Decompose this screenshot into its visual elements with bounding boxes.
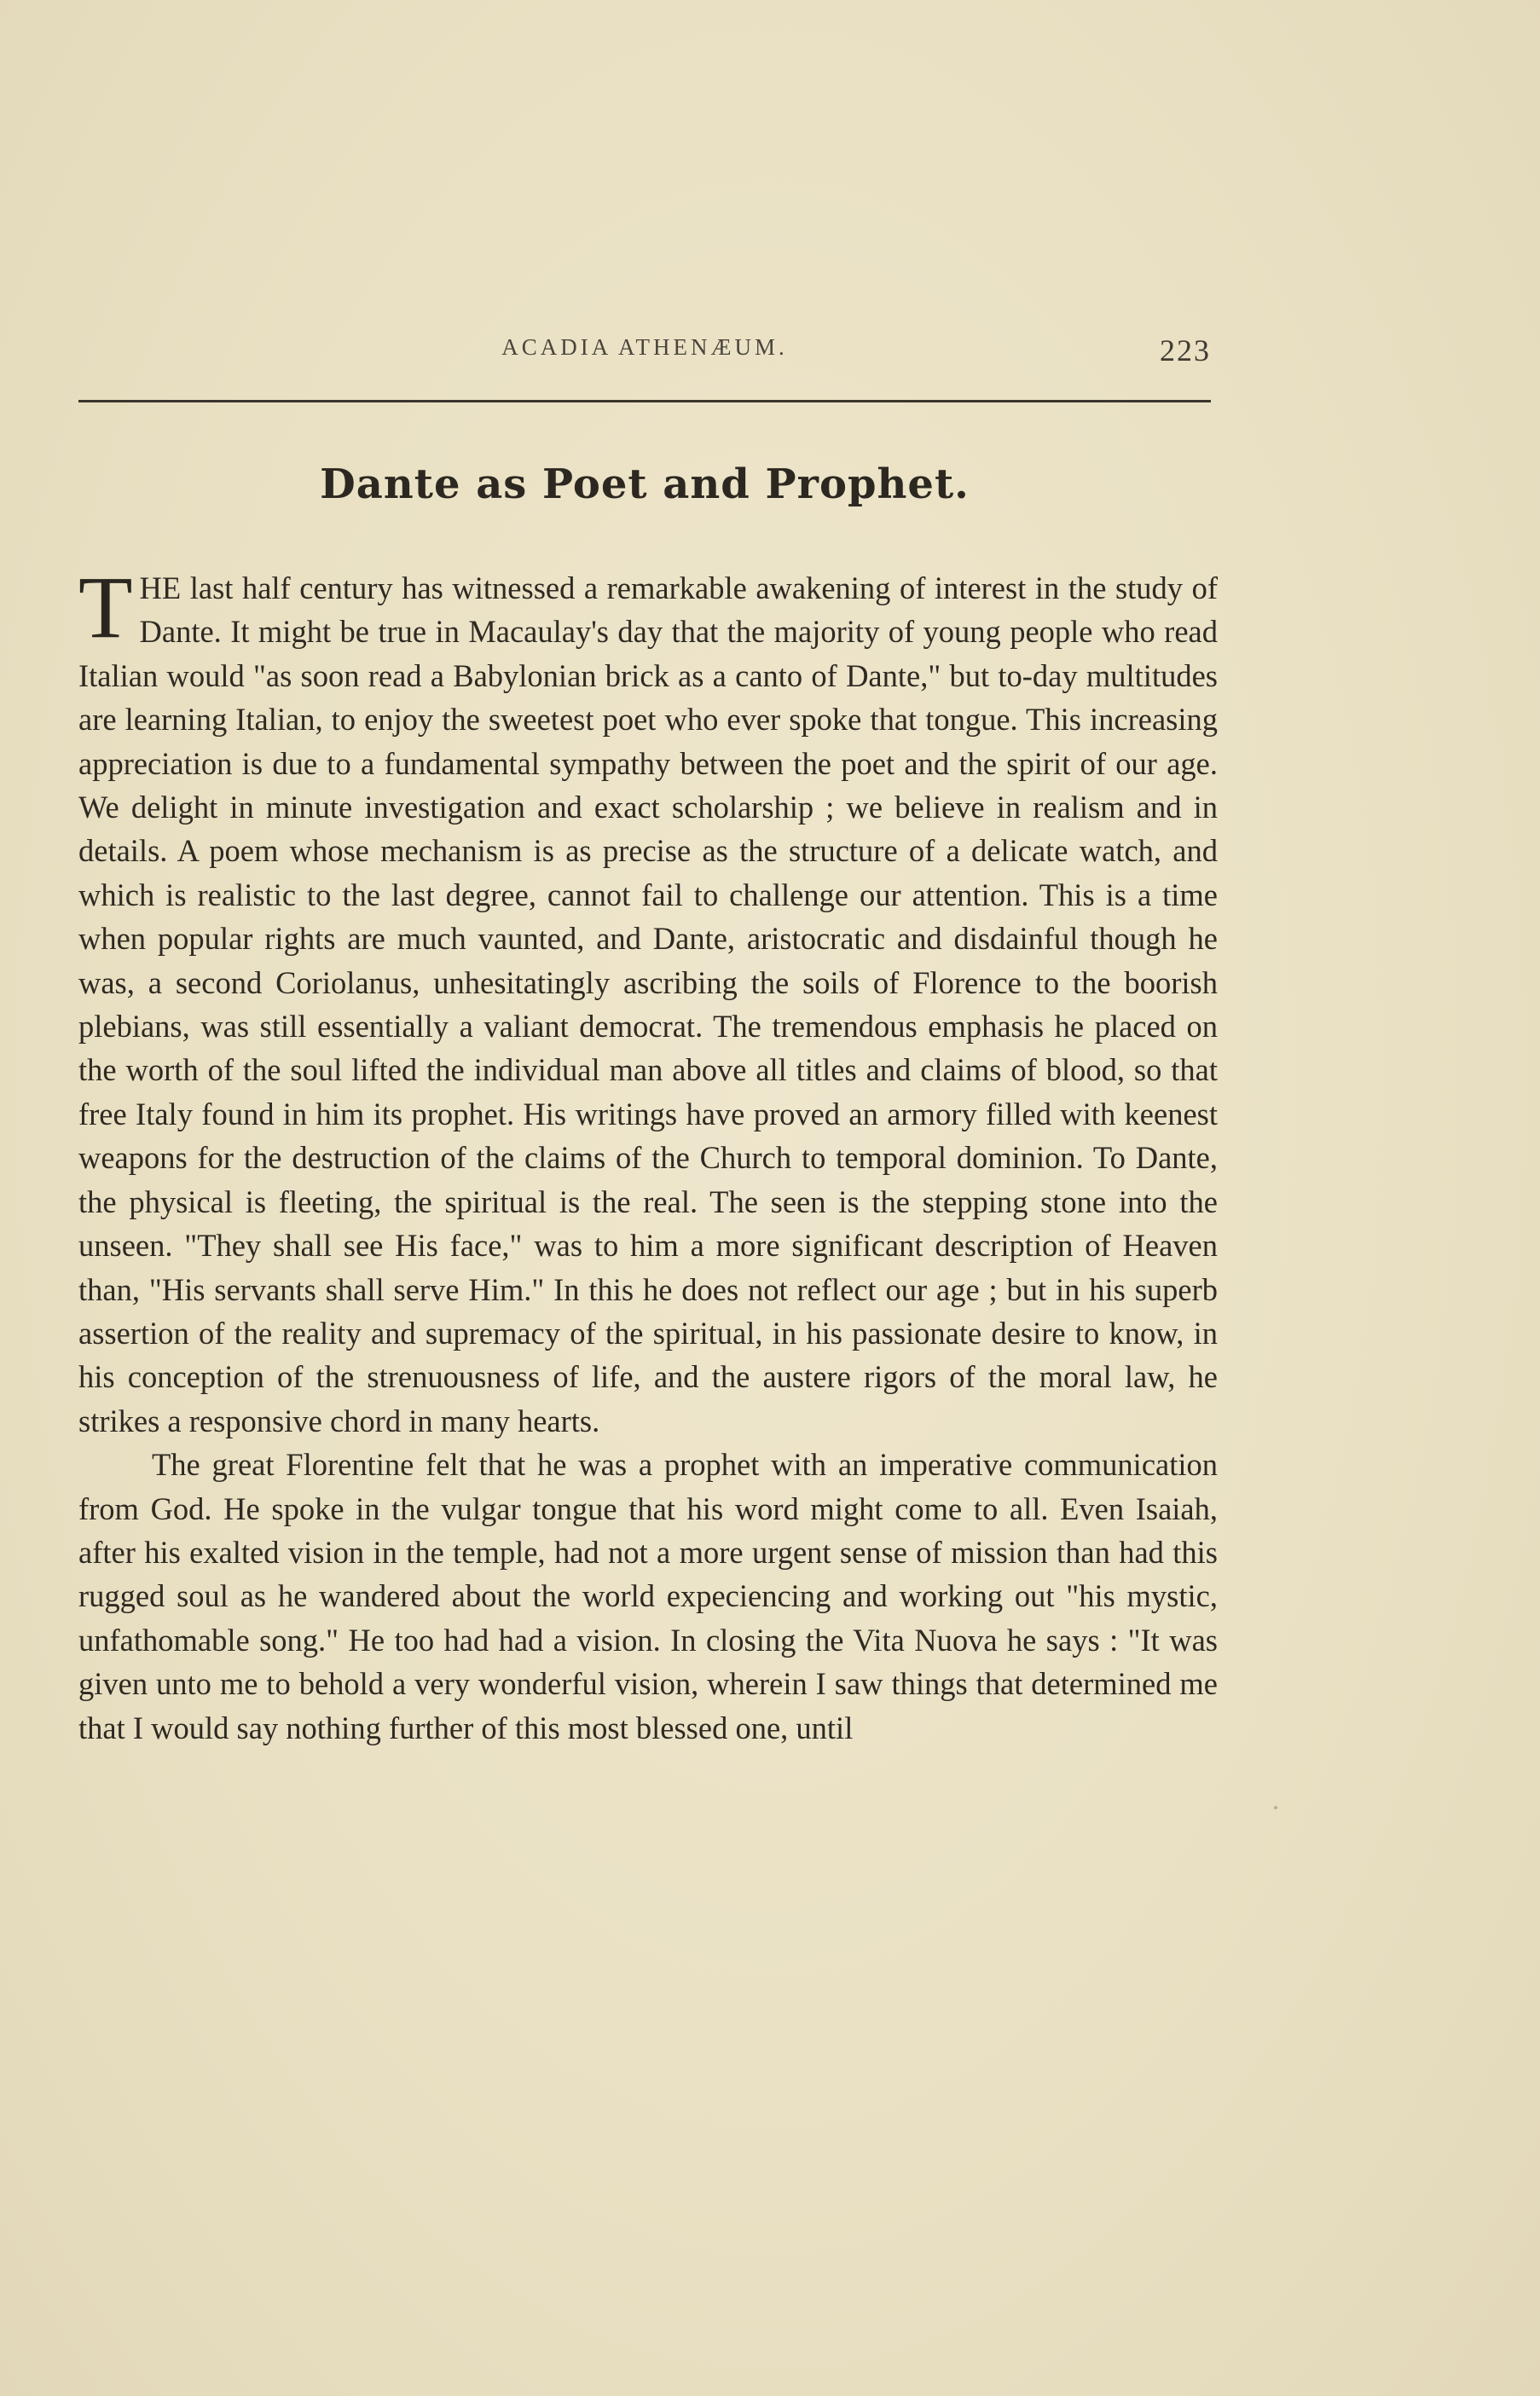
paragraph-2-text: The great Florentine felt that he was a prophet with an imperative communication from God. He spoke in the vulgar tongue that his word might come to all. Even Isaiah, after his exalted vision in the temple, had not a more urgent sense of mission than had this rugged soul as he wandered about the world expeciencing and working out "his mystic, unfathomable song." He too had had a vision. In closing the Vita Nuova he says : "It was given unto me to behold a very wonderful vision, wherein I saw things that determined me that I would say nothing further of this most blessed one, until [78, 1447, 1218, 1745]
header-rule [78, 400, 1211, 402]
running-title: ACADIA ATHENÆUM. [501, 334, 788, 360]
article-title: Dante as Poet and Prophet. [320, 460, 970, 508]
article-body [78, 558, 1218, 1750]
running-head [78, 334, 1211, 372]
paragraph-2 [78, 1443, 1218, 1750]
paragraph-1 [78, 558, 1218, 1443]
drop-cap: T [78, 558, 133, 657]
page-number: 223 [1160, 333, 1211, 368]
paper-speck [1274, 1806, 1277, 1809]
paragraph-1-text: HE last half century has witnessed a remarkable awakening of interest in the study of Dante. It might be true in Macaulay's day that the majority of young people who read Italian would "as soon read a Babylonian brick as a canto of Dante," but to-day multitudes are learning Italian, to enjoy the sweetest poet who ever spoke that tongue. This increasing appreciation is due to a fundamental sympathy between the poet and the spirit of our age. We delight in minute investigation and exact scholarship ; we believe in realism and in details. A poem whose mechanism is as precise as the structure of a delicate watch, and which is realistic to the last degree, cannot fail to challenge our attention. This is a time when popular rights are much vaunted, and Dante, aristocratic and disdainful though he was, a second Coriolanus, unhesitatingly ascribing the soils of Florence to the boorish plebians, was still essentially a valiant democrat. The tremendous emphasis he placed on the worth of the soul lifted the individual man above all titles and claims of blood, so that free Italy found in him its prophet. His writings have proved an armory filled with keenest weapons for the destruction of the claims of the Church to temporal dominion. To Dante, the physical is fleeting, the spiritual is the real. The seen is the stepping stone into the unseen. "They shall see His face," was to him a more significant description of Heaven than, "His servants shall serve Him." In this he does not reflect our age ; but in his superb assertion of the reality and supremacy of the spiritual, in his passionate desire to know, in his conception of the strenuousness of life, and the austere rigors of the moral law, he strikes a responsive chord in many hearts. [78, 570, 1218, 1438]
